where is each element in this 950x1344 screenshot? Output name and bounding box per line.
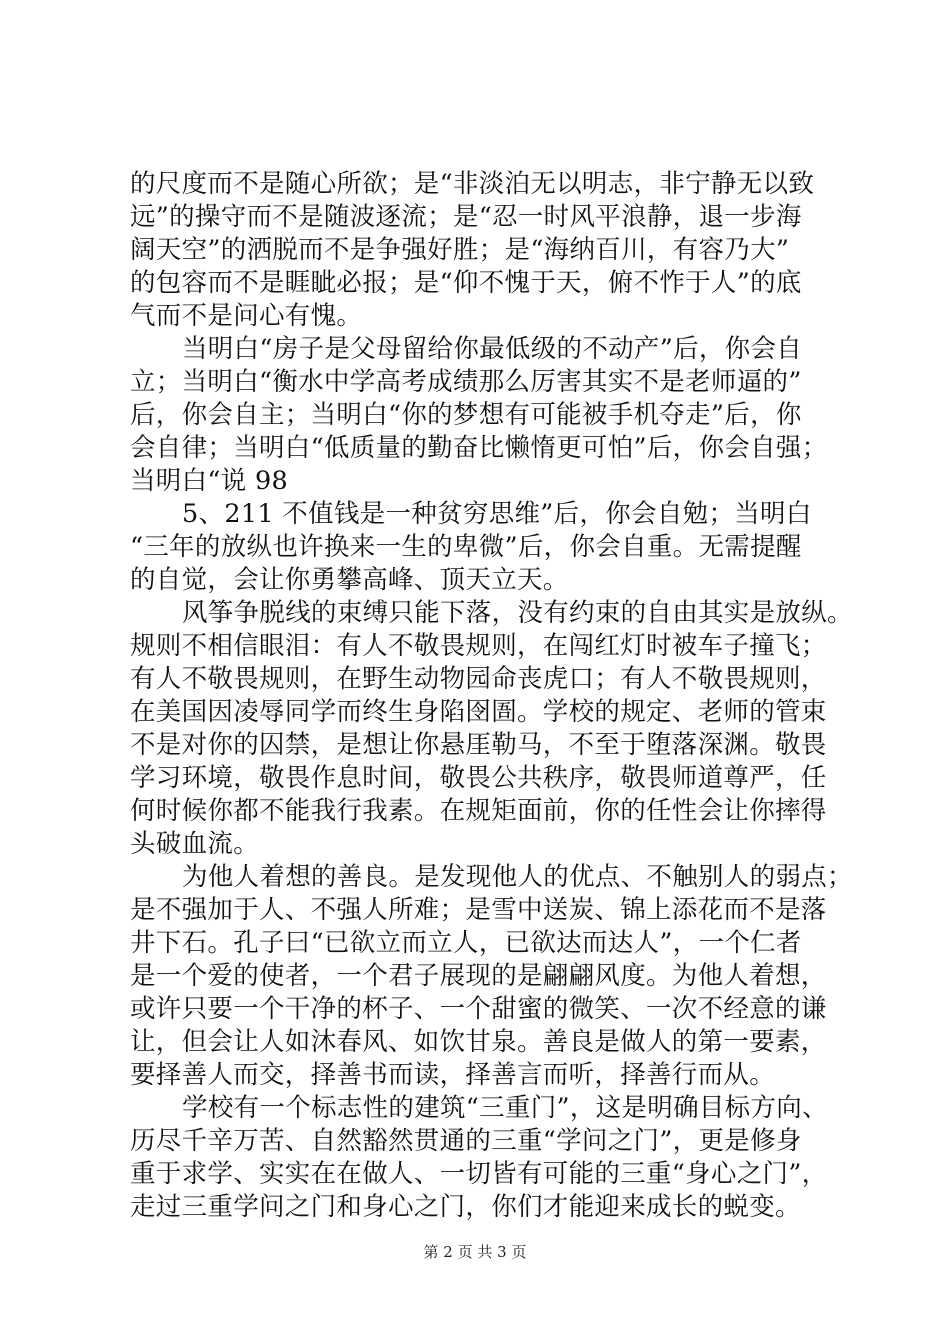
text-line: 的自觉，会让你勇攀高峰、顶天立天。 (130, 565, 569, 595)
text-line: 让，但会让人如沐春风、如饮甘泉。善良是做人的第一要素， (130, 1027, 827, 1057)
text-line: 有人不敬畏规则，在野生动物园命丧虎口；有人不敬畏规则， (130, 664, 827, 694)
text-line: 风筝争脱线的束缚只能下落，没有约束的自由其实是放纵。 (182, 598, 853, 628)
paragraph (130, 498, 830, 597)
text-line: 不是对你的囚禁，是想让你悬厓勒马，不至于堕落深渊。敬畏 (130, 730, 827, 760)
text-line: 学校有一个标志性的建筑“三重门”，这是明确目标方向、 (182, 1093, 828, 1123)
text-line: 当明白“房子是父母留给你最低级的不动产”后，你会自 (182, 334, 803, 364)
text-line: 或许只要一个干净的杯子、一个甜蜜的微笑、一次不经意的谦 (130, 994, 827, 1024)
paragraph (130, 333, 830, 498)
text-line: 的包容而不是睚眦必报；是“仰不愧于天，俯不怍于人”的底 (130, 268, 802, 298)
page-number-footer: 第 2 页 共 3 页 (423, 1243, 527, 1261)
text-line: 井下石。孔子曰“已欲立而立人，已欲达而达人”，一个仁者 (130, 928, 802, 958)
paragraph (130, 597, 853, 861)
text-line: 重于求学、实实在在做人、一切皆有可能的三重“身心之门”， (130, 1159, 828, 1189)
text-line: 是不强加于人、不强人所难；是雪中送炭、锦上添花而不是落 (130, 895, 827, 925)
text-line: 学习环境，敬畏作息时间，敬畏公共秩序，敬畏师道尊严，任 (130, 763, 827, 793)
text-line: 立；当明白“衡水中学高考成绩那么厉害其实不是老师逼的” (130, 367, 802, 397)
paragraph (130, 168, 830, 333)
text-line: 后，你会自主；当明白“你的梦想有可能被手机夺走”后，你 (130, 400, 802, 430)
text-line: 阔天空”的洒脱而不是争强好胜；是“海纳百川，有容乃大” (130, 235, 790, 265)
text-line: 为他人着想的善良。是发现他人的优点、不触别人的弱点； (182, 862, 853, 892)
text-line: “三年的放纵也许换来一生的卑微”后，你会自重。无需提醒 (130, 532, 802, 562)
text-line: 当明白“说 98 (130, 466, 288, 496)
document-body (130, 168, 853, 1224)
text-line: 何时候你都不能我行我素。在规矩面前，你的任性会让你摔得 (130, 796, 827, 826)
text-line: 远”的操守而不是随波逐流；是“忍一时风平浪静，退一步海 (130, 202, 802, 232)
paragraph (130, 1092, 830, 1224)
text-line: 在美国因凌辱同学而终生身陷囹圄。学校的规定、老师的管束 (130, 697, 827, 727)
text-line: 气而不是问心有愧。 (130, 301, 363, 331)
text-line: 要择善人而交，择善书而读，择善言而听，择善行而从。 (130, 1060, 776, 1090)
text-line: 规则不相信眼泪：有人不敬畏规则，在闯红灯时被车子撞飞； (130, 631, 827, 661)
text-line: 会自律；当明白“低质量的勤奋比懒惰更可怕”后，你会自强； (130, 433, 828, 463)
paragraph (130, 861, 853, 1092)
text-line: 头破血流。 (130, 829, 260, 859)
text-line: 历尽千辛万苦、自然豁然贯通的三重“学问之门”，更是修身 (130, 1126, 802, 1156)
text-line: 5、211 不值钱是一种贫穷思维”后，你会自勉；当明白 (182, 499, 812, 529)
text-line: 的尺度而不是随心所欲；是“非淡泊无以明志，非宁静无以致 (130, 169, 815, 199)
text-line: 走过三重学问之门和身心之门，你们才能迎来成长的蜕变。 (130, 1192, 801, 1222)
text-line: 是一个爱的使者，一个君子展现的是翩翩风度。为他人着想， (130, 961, 827, 991)
